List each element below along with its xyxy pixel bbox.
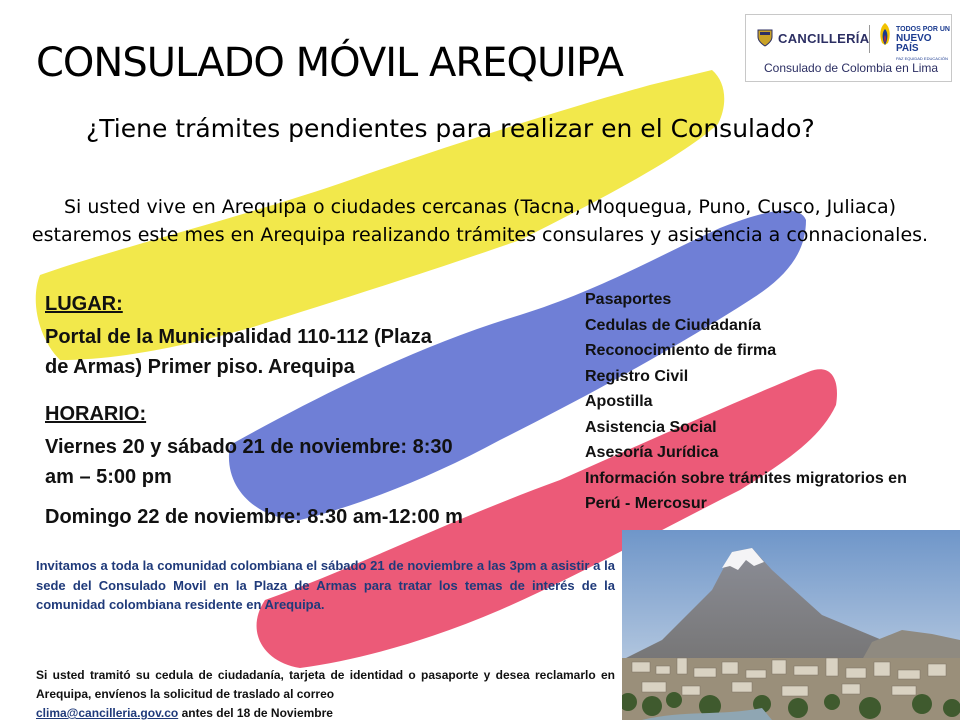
- note-deadline: antes del 18 de Noviembre: [181, 706, 333, 720]
- service-item: Asesoría Jurídica: [585, 444, 719, 461]
- schedule-section: [45, 403, 501, 532]
- service-item: Registro Civil: [585, 367, 689, 385]
- schedule-sunday: Domingo 22 de noviembre: 8:30 am-12:00 m: [45, 506, 463, 528]
- todos-por-un-nuevo-pais-icon: [876, 21, 894, 47]
- service-item: Apostilla: [585, 393, 653, 410]
- intro-line-2: estaremos este mes en Arequipa realizando trámites consulares y asistencia a connacionales.: [31, 224, 929, 246]
- schedule-label: HORARIO:: [45, 403, 147, 425]
- schedule-weekend-line-1: Viernes 20 y sábado 21 de noviembre: 8:30: [45, 436, 453, 458]
- logo-divider: [869, 25, 870, 53]
- service-item: Pasaportes: [585, 291, 672, 308]
- consulado-lima-caption: Consulado de Colombia en Lima: [764, 61, 939, 75]
- email-link[interactable]: clima@cancilleria.gov.co: [36, 706, 179, 720]
- community-invitation: Invitamos a toda la comunidad colombiana el sábado 21 de noviembre a las 3pm a asistir a la sede del Consulado Movil en la Plaza de Armas para tratar los temas de interés de la comunidad colombiana residente en Arequipa.: [36, 558, 615, 612]
- location-label: LUGAR:: [45, 293, 123, 315]
- service-item: Información sobre trámites migratorios en: [585, 469, 907, 487]
- location-section: [45, 293, 501, 382]
- address-line-1: Portal de la Municipalidad 110-112 (Plaza: [45, 326, 432, 348]
- nuevo-pais-line2: NUEVO PAÍS: [896, 33, 932, 54]
- arequipa-misti-volcano-photo: [622, 530, 960, 720]
- document-pickup-note: [36, 666, 615, 723]
- services-list: [585, 287, 907, 517]
- service-item: Cedulas de Ciudadanía: [585, 316, 762, 334]
- colombia-coat-of-arms-icon: [756, 27, 774, 47]
- schedule-weekend: [45, 432, 501, 492]
- service-item: Asistencia Social: [585, 418, 717, 436]
- cancilleria-logo: [745, 14, 952, 82]
- service-item: Perú - Mercosur: [585, 495, 707, 512]
- service-item: Reconocimiento de firma: [585, 342, 777, 359]
- intro-line-1: Si usted vive en Arequipa o ciudades cercanas (Tacna, Moquegua, Puno, Cusco, Juliaca): [63, 196, 897, 218]
- nuevo-pais-line1: TODOS POR UN: [896, 26, 950, 33]
- nuevo-pais-wordmark: [896, 25, 951, 63]
- intro-paragraph: [8, 193, 952, 249]
- location-address: [45, 322, 501, 382]
- cancilleria-wordmark: CANCILLERÍA: [778, 31, 870, 46]
- poster-subtitle: ¿Tiene trámites pendientes para realizar en el Consulado?: [86, 114, 815, 143]
- address-line-2: de Armas) Primer piso. Arequipa: [45, 356, 355, 378]
- note-text: Si usted tramitó su cedula de ciudadanía, tarjeta de identidad o pasaporte y desea reclamarlo en Arequipa, envíenos la solicitud de traslado al correo: [36, 668, 615, 701]
- nuevo-pais-line3: PAZ EQUIDAD EDUCACIÓN: [896, 56, 948, 61]
- schedule-weekend-line-2: am – 5:00 pm: [45, 466, 172, 488]
- poster-title: CONSULADO MÓVIL AREQUIPA: [36, 40, 623, 86]
